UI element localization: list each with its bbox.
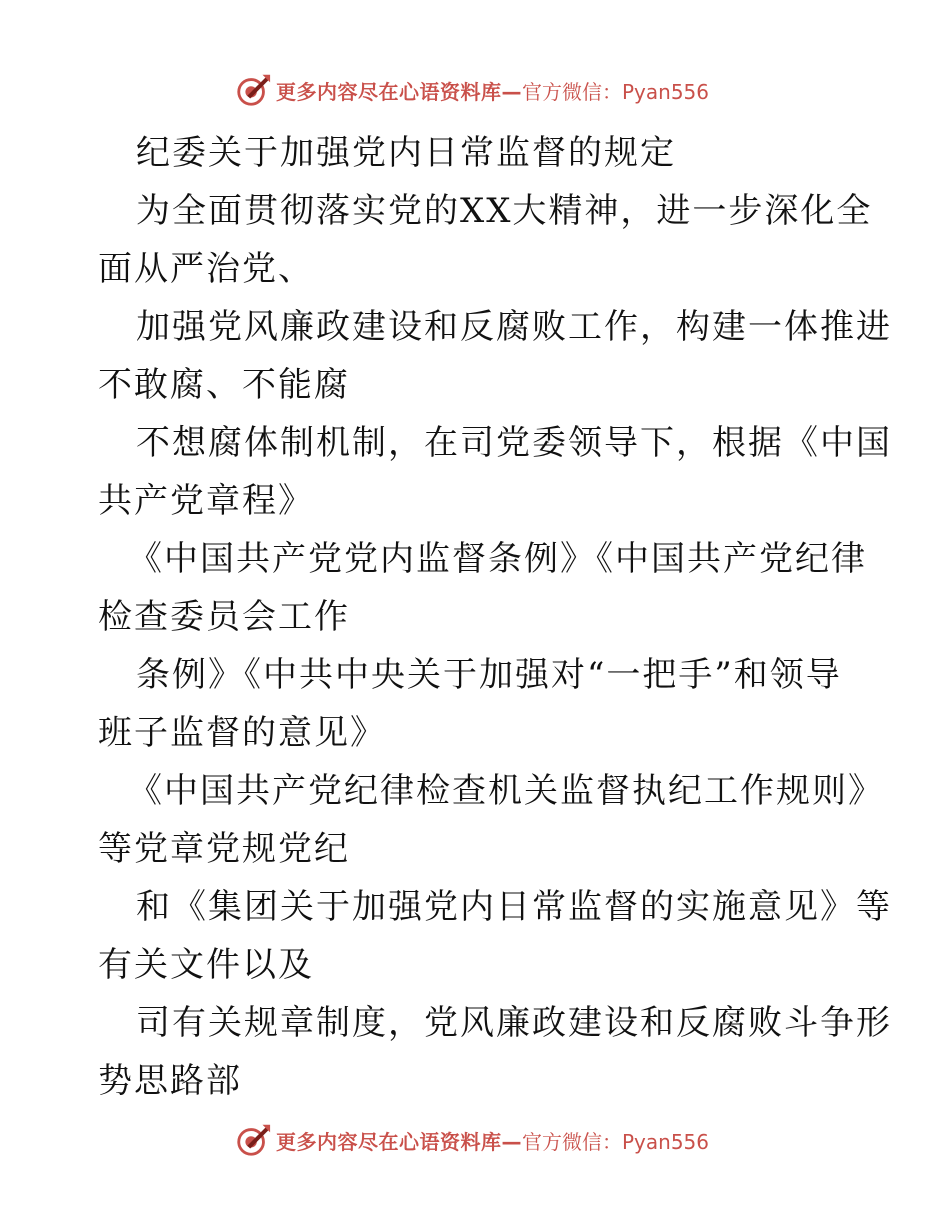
paragraph-line: 和《集团关于加强党内日常监督的实施意见》等	[136, 887, 892, 927]
paragraph-line: 共产党章程》	[98, 481, 314, 521]
quill-logo-icon	[234, 1121, 272, 1159]
paragraph-line: 班子监督的意见》	[98, 713, 386, 753]
footer-watermark-banner	[234, 1120, 709, 1160]
watermark-wechat: 官方微信：Pyan556	[522, 1129, 710, 1154]
paragraph-line: 《中国共产党纪律检查机关监督执纪工作规则》	[128, 771, 884, 811]
paragraph-line: 为全面贯彻落实党的XX大精神，进一步深化全	[136, 191, 873, 231]
paragraph-line: 检查委员会工作	[98, 597, 350, 637]
paragraph-line: 有关文件以及	[98, 945, 314, 985]
paragraph-line: 司有关规章制度，党风廉政建设和反腐败斗争形	[136, 1003, 892, 1043]
paragraph-line: 不想腐体制机制，在司党委领导下，根据《中国	[136, 423, 892, 463]
paragraph-line: 条例》《中共中央关于加强对“一把手”和领导	[136, 655, 842, 695]
document-title: 纪委关于加强党内日常监督的规定	[136, 133, 676, 173]
header-watermark-banner	[234, 70, 709, 110]
paragraph-line: 不敢腐、不能腐	[98, 365, 350, 405]
quill-logo-icon	[234, 71, 272, 109]
paragraph-line: 势思路部	[98, 1061, 242, 1101]
watermark-slogan: 更多内容尽在心语资料库—	[276, 1129, 522, 1154]
paragraph-line: 加强党风廉政建设和反腐败工作，构建一体推进	[136, 307, 892, 347]
paragraph-line: 《中国共产党党内监督条例》《中国共产党纪律	[128, 539, 867, 579]
watermark-slogan: 更多内容尽在心语资料库—	[276, 79, 522, 104]
document-body	[98, 124, 892, 1110]
paragraph-line: 面从严治党、	[98, 249, 314, 289]
paragraph-line: 等党章党规党纪	[98, 829, 350, 869]
watermark-wechat: 官方微信：Pyan556	[522, 79, 710, 104]
